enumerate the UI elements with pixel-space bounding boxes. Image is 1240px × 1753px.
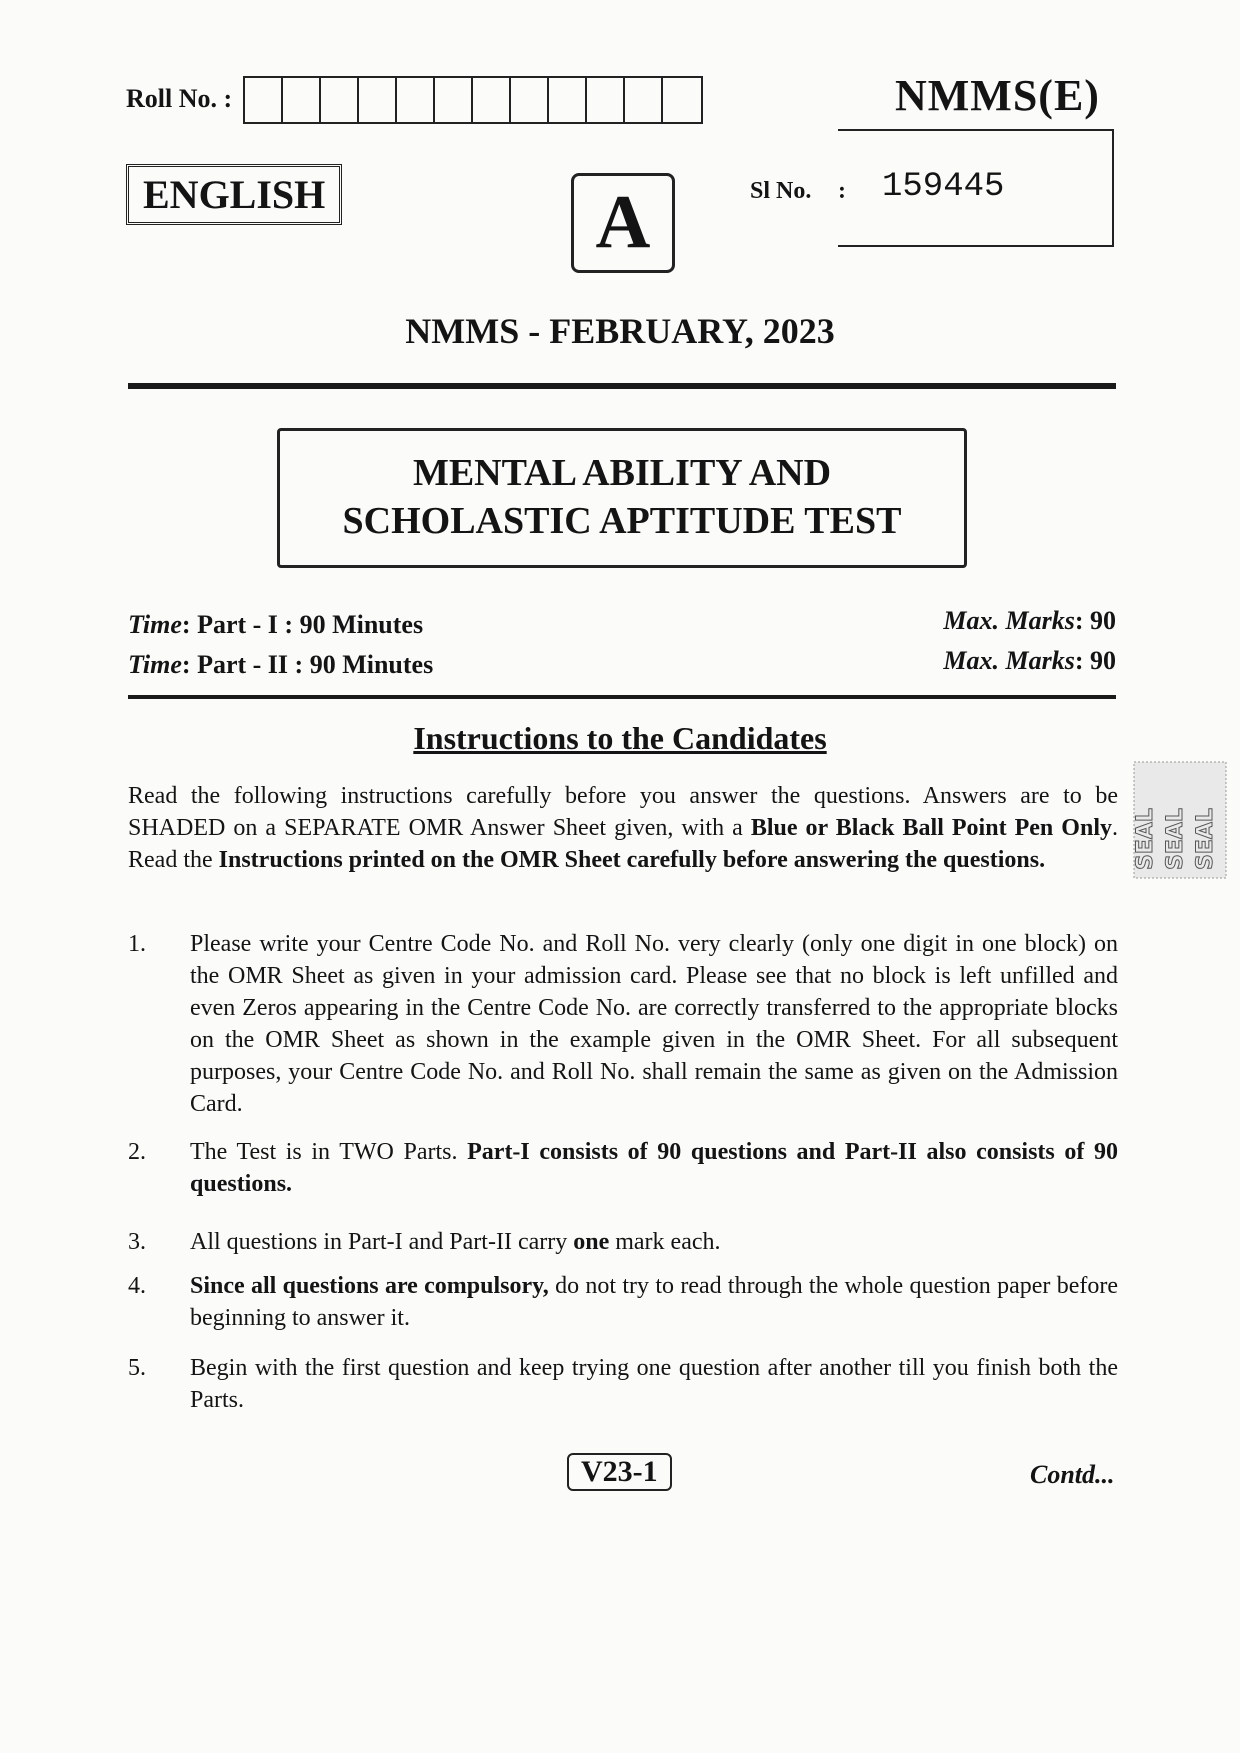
instruction-item <box>128 1226 1118 1258</box>
instruction-number: 5. <box>128 1355 146 1381</box>
intro-text: Read the following instructions carefully before you answer the questions. Answers are to be SHADED on a SEPARATE OMR Answer Sheet given, with a <box>128 783 1118 841</box>
instruction-number: 2. <box>128 1139 146 1165</box>
instruction-number: 4. <box>128 1273 146 1299</box>
instruction-text-bold: Since all questions are compulsory, <box>190 1273 549 1299</box>
test-title-box <box>277 428 967 568</box>
time-word: Time <box>128 650 182 679</box>
instruction-item <box>128 1352 1118 1416</box>
instruction-text <box>190 1352 1118 1416</box>
instruction-item <box>128 1136 1118 1200</box>
language-label: ENGLISH <box>126 164 342 225</box>
time-part-2-text: : Part - II : 90 Minutes <box>181 650 434 679</box>
instruction-text-part: Please write your Centre Code No. and Roll No. very clearly (only one digit in one block) on the OMR Sheet as given in your admission card. Please see that no block is left unfilled and even Zeros appearing in the Centre Code No. are correctly transferred to the appropriate blocks on the OMR Sheet as shown in the example given in the OMR Sheet. For all subsequent purposes, your Centre Code No. and Roll No. shall remain the same as given on the Admission Card. <box>190 931 1118 1117</box>
instruction-text <box>190 1136 1118 1200</box>
divider <box>128 383 1116 389</box>
instruction-text <box>190 1270 1118 1334</box>
instruction-text <box>190 928 1118 1120</box>
serial-number-label: Sl No. <box>750 178 812 204</box>
instruction-text <box>190 1226 1118 1258</box>
time-part-1 <box>128 610 423 640</box>
max-marks-word: Max. Marks <box>943 606 1075 635</box>
exam-code: NMMS(E) <box>895 71 1100 120</box>
intro-text: . Read the <box>128 815 1118 873</box>
intro-omr-text: Instructions printed on the OMR Sheet carefully before answering the questions. <box>218 847 1046 873</box>
max-marks-part-1 <box>816 606 1116 636</box>
max-marks-part-1-value: : 90 <box>1074 606 1116 635</box>
question-set-badge: A <box>571 173 675 273</box>
seal-stamp-icon <box>1132 760 1228 880</box>
roll-number-box <box>359 78 397 122</box>
serial-number-value: 159445 <box>882 168 1005 206</box>
instruction-text-part: All questions in Part-I and Part-II carry <box>190 1229 574 1255</box>
time-part-1-text: : Part - I : 90 Minutes <box>181 610 424 639</box>
instruction-item <box>128 1270 1118 1334</box>
roll-number-box <box>435 78 473 122</box>
time-word: Time <box>128 610 182 639</box>
test-title-line2: SCHOLASTIC APTITUDE TEST <box>342 500 902 542</box>
roll-number-box <box>625 78 663 122</box>
roll-number-label: Roll No. : <box>126 84 233 113</box>
instruction-text-part: do not try to read through the whole question paper before beginning to answer it. <box>190 1273 1118 1331</box>
instruction-text-bold: one <box>573 1229 610 1255</box>
roll-number-box <box>473 78 511 122</box>
seal-text: SEAL <box>1133 808 1158 870</box>
max-marks-part-2-value: : 90 <box>1074 646 1116 675</box>
exam-title: NMMS - FEBRUARY, 2023 <box>405 311 835 351</box>
continued-label: Contd... <box>1030 1460 1115 1489</box>
instruction-number: 3. <box>128 1229 146 1255</box>
roll-number-box <box>245 78 283 122</box>
instruction-item <box>128 928 1118 1120</box>
roll-number-box <box>663 78 701 122</box>
test-title-line1: MENTAL ABILITY AND <box>412 452 832 494</box>
max-marks-part-2 <box>816 646 1116 676</box>
divider <box>128 695 1116 699</box>
roll-number-box <box>549 78 587 122</box>
max-marks-word: Max. Marks <box>943 646 1075 675</box>
instruction-number: 1. <box>128 931 146 957</box>
instruction-text-part: mark each. <box>609 1229 721 1255</box>
roll-number-box <box>587 78 625 122</box>
serial-number-colon: : <box>838 178 846 204</box>
instruction-text-bold: Part-I consists of 90 questions and Part-II also consists of 90 questions. <box>190 1139 1118 1197</box>
roll-number-box <box>283 78 321 122</box>
instruction-text-part: The Test is in TWO Parts. <box>190 1139 468 1165</box>
seal-text: SEAL <box>1163 808 1188 870</box>
roll-number-boxes <box>243 76 703 124</box>
roll-number-box <box>511 78 549 122</box>
instruction-text-part: Begin with the first question and keep trying one question after another till you finish both the Parts. <box>190 1355 1118 1413</box>
instructions-intro <box>128 780 1118 876</box>
instructions-heading: Instructions to the Candidates <box>413 720 827 756</box>
seal-text: SEAL <box>1193 808 1218 870</box>
time-part-2 <box>128 650 433 680</box>
intro-pen-text: Blue or Black Ball Point Pen Only <box>750 815 1112 841</box>
roll-number-box <box>397 78 435 122</box>
roll-number-box <box>321 78 359 122</box>
page-code: V23-1 <box>567 1453 672 1491</box>
